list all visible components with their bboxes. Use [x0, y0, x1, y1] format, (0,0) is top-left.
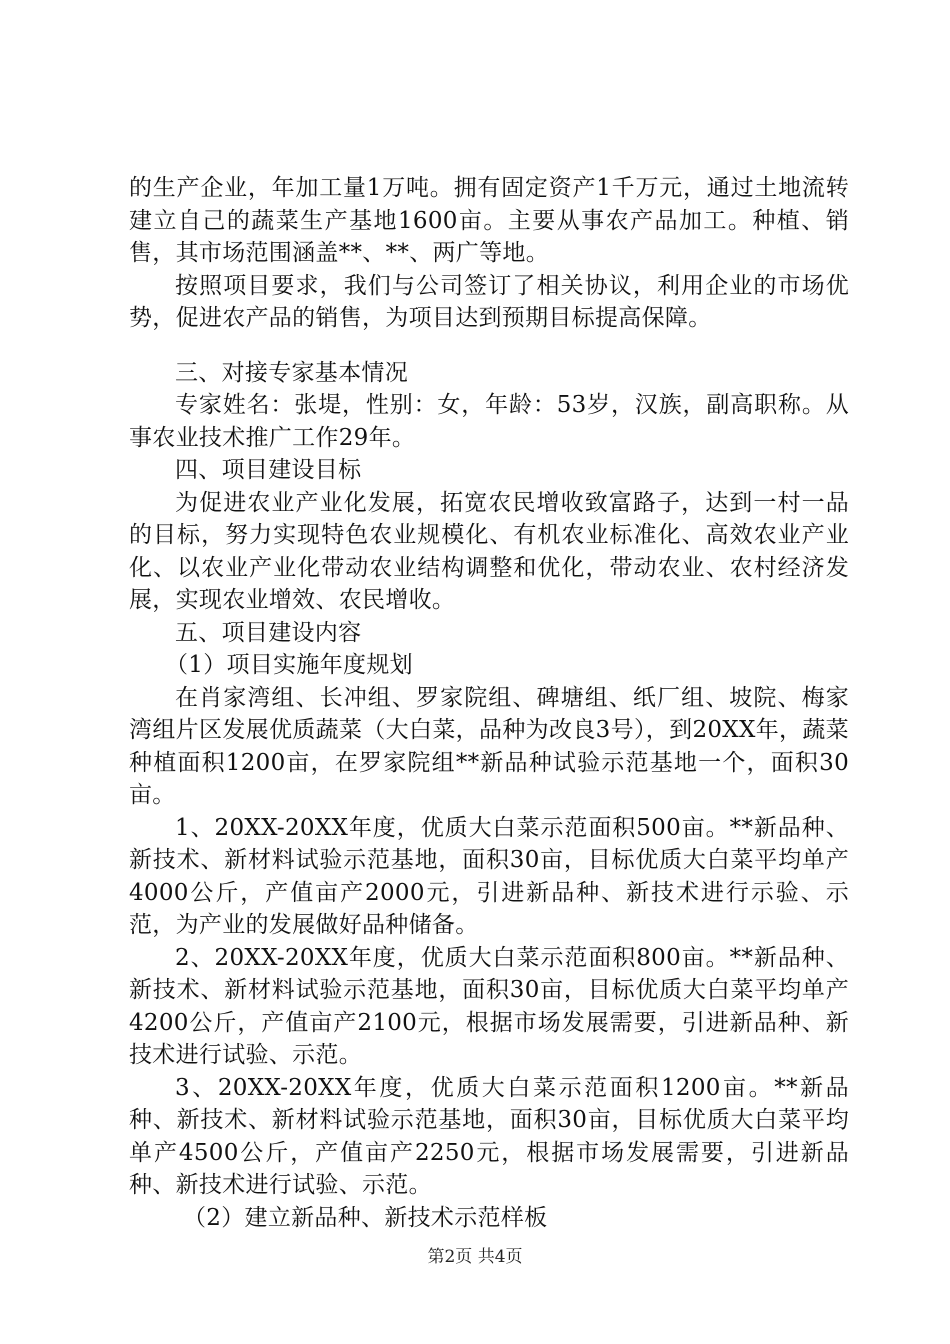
- heading-project-content: 五、项目建设内容: [175, 619, 362, 646]
- paragraph-year-3: 3、20XX-20XX年度，优质大白菜示范面积1200亩。**新品种、新技术、新材料试验示范基地，面积30亩，目标优质大白菜平均单产4500公斤，产值亩产2250元，根据市场发展需要，引进新品种、新技术进行试验、示范。: [129, 1074, 849, 1198]
- paragraph-year-1: 1、20XX-20XX年度，优质大白菜示范面积500亩。**新品种、新技术、新材料试验示范基地，面积30亩，目标优质大白菜平均单产4000公斤，产值亩产2000元，引进新品种、新技术进行示验、示范，为产业的发展做好品种储备。: [129, 814, 849, 938]
- paragraph-enterprise-intro: 的生产企业，年加工量1万吨。拥有固定资产1千万元，通过土地流转建立自己的蔬菜生产基地1600亩。主要从事农产品加工。种植、销售，其市场范围涵盖**、**、两广等地。: [129, 175, 849, 266]
- paragraph-project-goals: 为促进农业产业化发展，拓宽农民增收致富路子，达到一村一品的目标，努力实现特色农业规模化、有机农业标准化、高效农业产业化、以农业产业化带动农业结构调整和优化，带动农业、农村经济发展，实现农业增效、农民增收。: [129, 489, 849, 613]
- heading-expert-info: 三、对接专家基本情况: [175, 359, 408, 386]
- heading-project-goals: 四、项目建设目标: [175, 457, 362, 483]
- paragraph-gap: [129, 335, 849, 357]
- document-body: [129, 172, 849, 1234]
- paragraph-expert-details: 专家姓名：张堤，性别：女，年龄：53岁，汉族，副高职称。从事农业技术推广工作29年。: [129, 392, 849, 451]
- paragraph-year-2: 2、20XX-20XX年度，优质大白菜示范面积800亩。**新品种、新技术、新材料试验示范基地，面积30亩，目标优质大白菜平均单产4200公斤，产值亩产2100元，根据市场发展需要，引进新品种、新技术进行试验、示范。: [129, 944, 849, 1068]
- paragraph-annual-plan: 在肖家湾组、长冲组、罗家院组、碑塘组、纸厂组、坡院、梅家湾组片区发展优质蔬菜（大白菜，品种为改良3号），到20XX年，蔬菜种植面积1200亩，在罗家院组**新品种试验示范基地一个，面积30亩。: [129, 684, 849, 808]
- subheading-demo-model: （2）建立新品种、新技术示范样板: [183, 1204, 548, 1231]
- page-number-footer: 第2页 共4页: [427, 1247, 523, 1267]
- paragraph-agreement: 按照项目要求，我们与公司签订了相关协议，利用企业的市场优势，促进农产品的销售，为项目达到预期目标提高保障。: [129, 272, 849, 331]
- subheading-annual-plan: （1）项目实施年度规划: [165, 652, 413, 678]
